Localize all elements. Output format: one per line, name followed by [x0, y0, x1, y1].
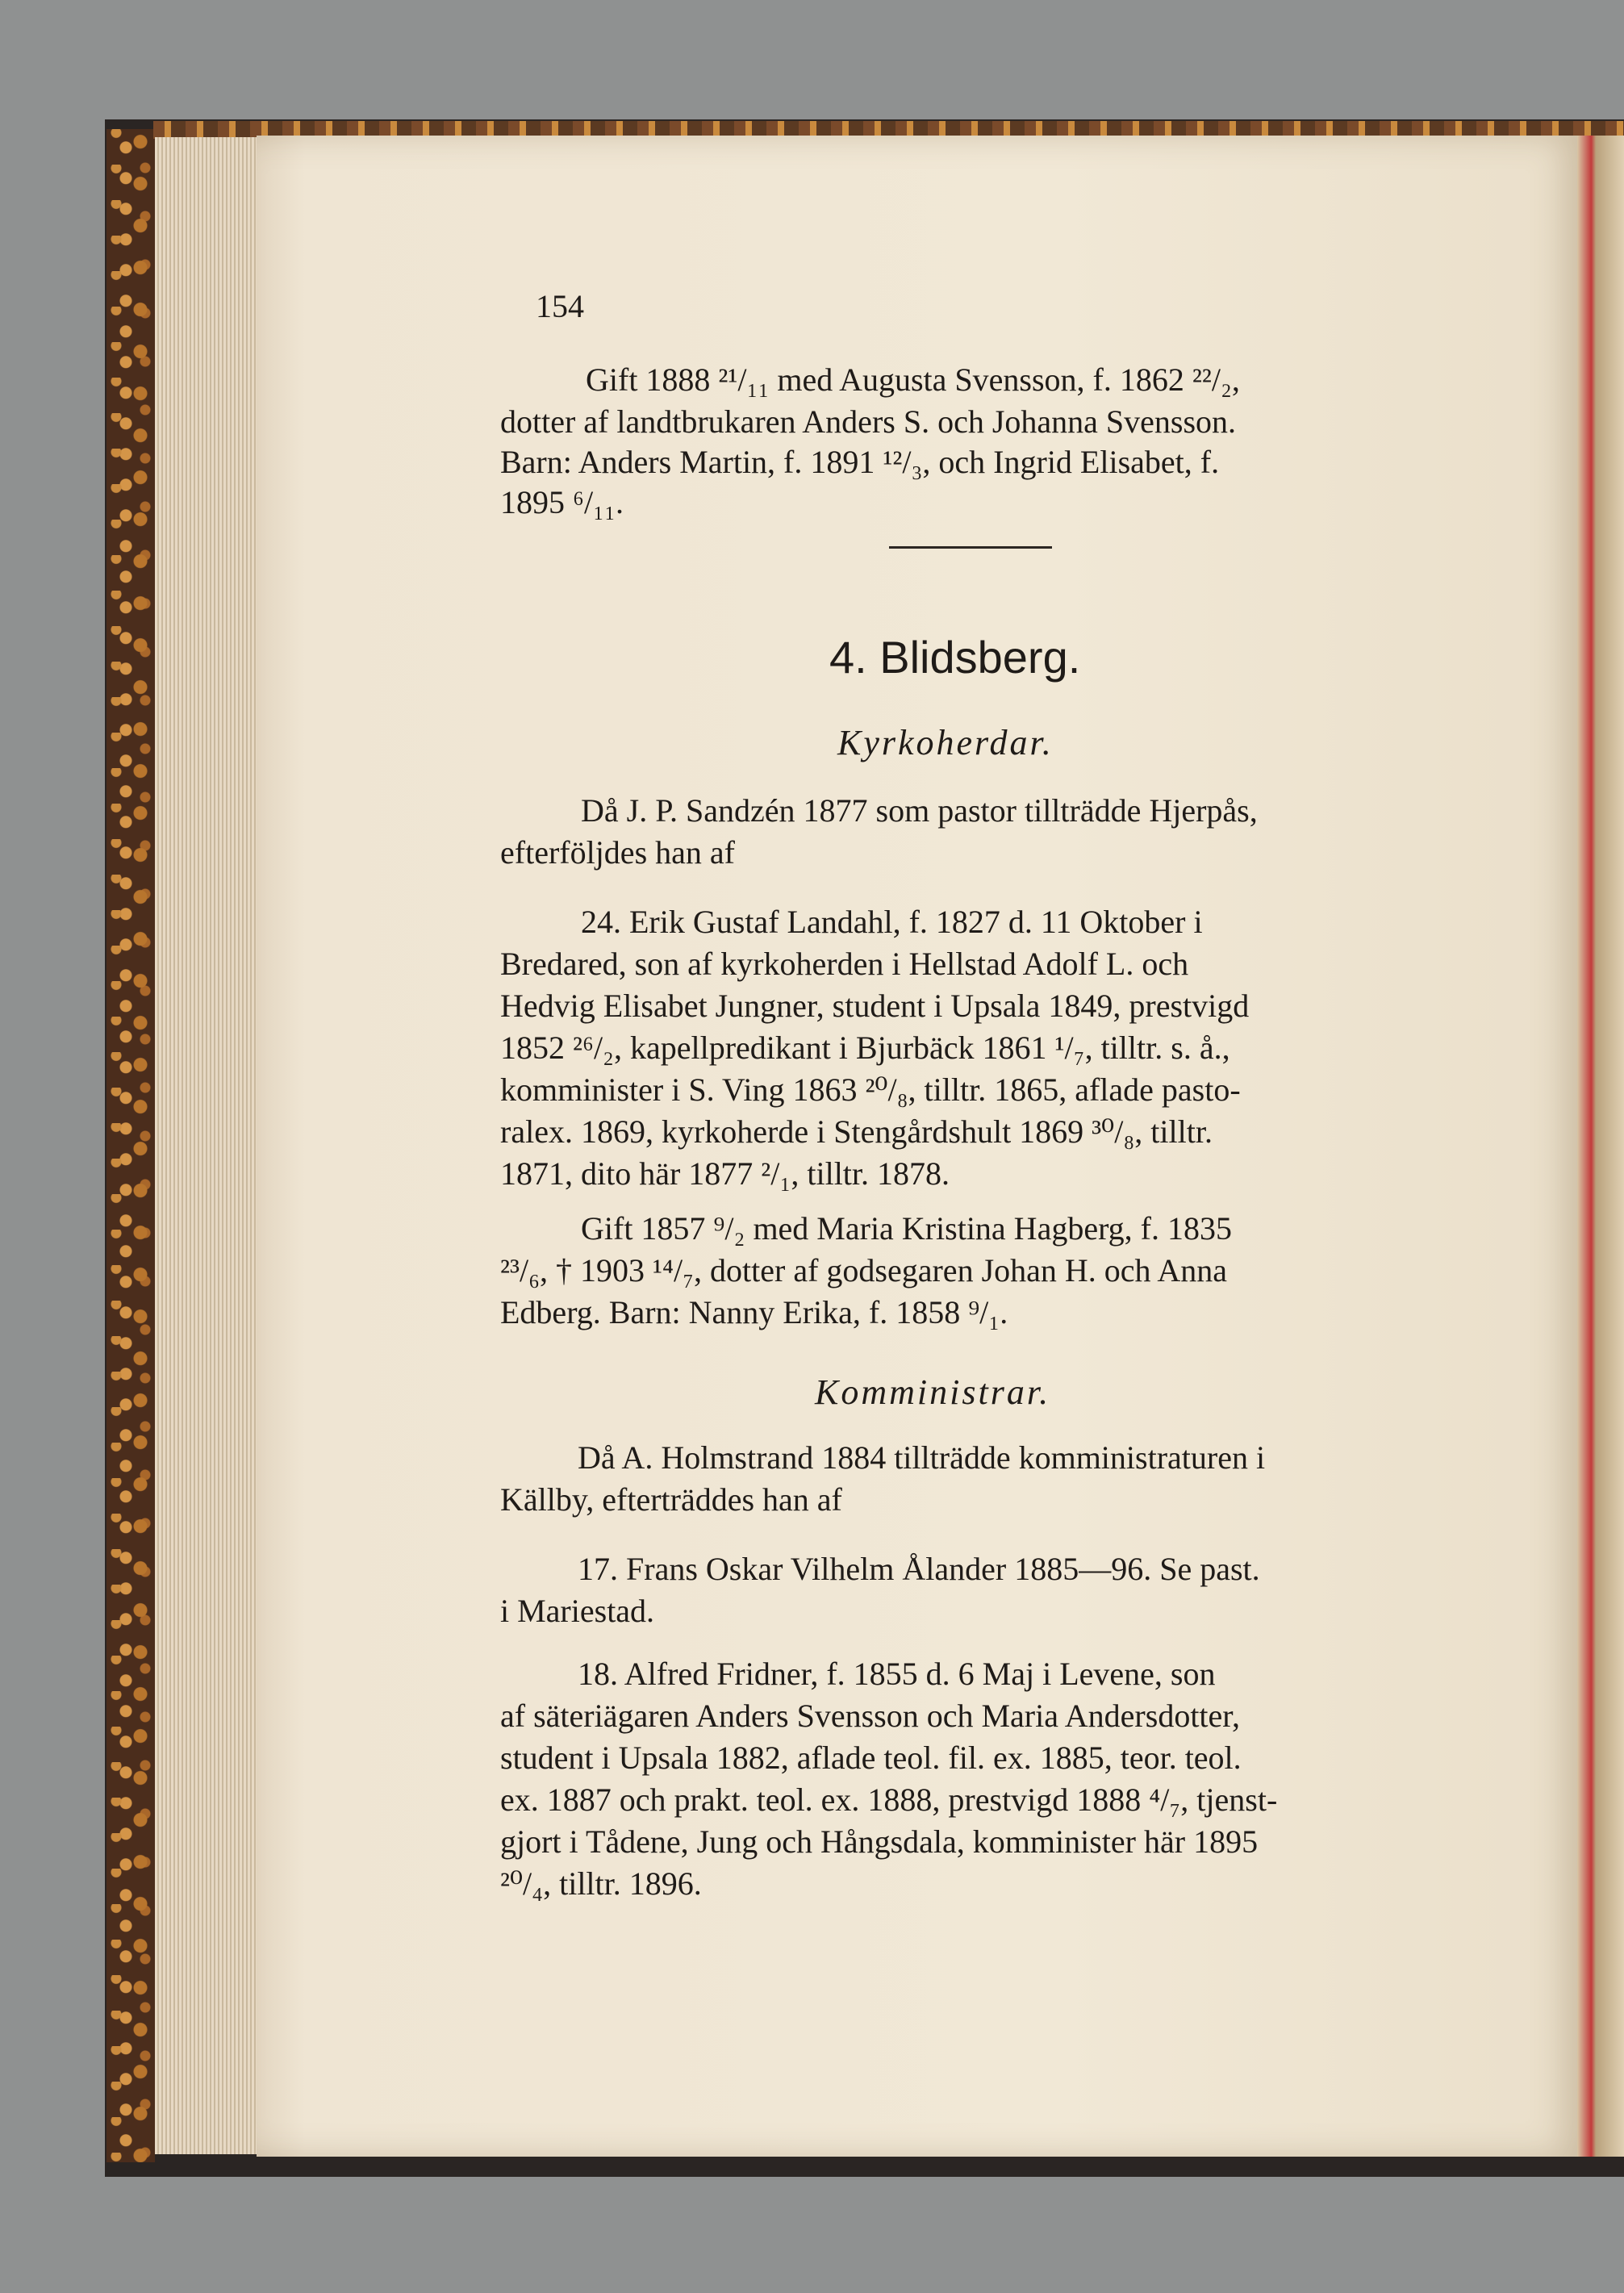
subheading-komministrar: Komministrar. — [815, 1372, 1051, 1412]
text-line: ²⁰/₄, tilltr. 1896. — [500, 1865, 702, 1902]
text-line: Barn: Anders Martin, f. 1891 ¹²/₃, och Ingrid Elisabet, f. — [500, 444, 1220, 480]
section-divider — [889, 546, 1052, 549]
text-line: 1871, dito här 1877 ²/₁, tilltr. 1878. — [500, 1155, 950, 1192]
text-line: gjort i Tådene, Jung och Hångsdala, komminister här 1895 — [500, 1823, 1259, 1860]
text-line: efterföljdes han af — [500, 834, 735, 871]
section-heading: 4. Blidsberg. — [829, 632, 1081, 683]
subheading-kyrkoherdar: Kyrkoherdar. — [837, 723, 1054, 762]
text-line: Hedvig Elisabet Jungner, student i Upsala 1849, prestvigd — [500, 988, 1250, 1024]
text-line: i Mariestad. — [500, 1593, 655, 1629]
page-number: 154 — [536, 288, 584, 324]
text-line: Bredared, son af kyrkoherden i Hellstad Adolf L. och — [500, 946, 1189, 982]
text-line: Gift 1857 ⁹/₂ med Maria Kristina Hagberg, f. 1835 — [581, 1210, 1232, 1247]
marbled-edge — [106, 129, 155, 2162]
text-line: 18. Alfred Fridner, f. 1855 d. 6 Maj i Levene, son — [578, 1656, 1216, 1692]
text-line: Då J. P. Sandzén 1877 som pastor tillträdde Hjerpås, — [581, 792, 1258, 829]
next-page-edge — [1577, 136, 1624, 2157]
text-line: student i Upsala 1882, aflade teol. fil. ex. 1885, teor. teol. — [500, 1740, 1242, 1776]
text-line: dotter af landtbrukaren Anders S. och Johanna Svensson. — [500, 403, 1237, 440]
text-line: af säteriägaren Anders Svensson och Maria Andersdotter, — [500, 1698, 1241, 1734]
text-line: Edberg. Barn: Nanny Erika, f. 1858 ⁹/₁. — [500, 1294, 1008, 1330]
text-line: ²³/₆, † 1903 ¹⁴/₇, dotter af godsegaren Johan H. och Anna — [500, 1252, 1227, 1289]
text-line: 17. Frans Oskar Vilhelm Ålander 1885—96. Se past. — [578, 1551, 1260, 1587]
text-line: komminister i S. Ving 1863 ²⁰/₈, tilltr. 1865, aflade pasto- — [500, 1071, 1241, 1108]
text-line: 24. Erik Gustaf Landahl, f. 1827 d. 11 Oktober i — [581, 904, 1203, 940]
text-line: 1895 ⁶/₁₁. — [500, 484, 624, 520]
page-stack — [155, 137, 260, 2154]
text-line: Då A. Holmstrand 1884 tillträdde komministraturen i — [578, 1439, 1266, 1476]
text-line: Gift 1888 ²¹/₁₁ med Augusta Svensson, f. 1862 ²²/₂, — [586, 361, 1240, 398]
text-line: ex. 1887 och prakt. teol. ex. 1888, prestvigd 1888 ⁴/₇, tjenst- — [500, 1781, 1278, 1818]
text-line: ralex. 1869, kyrkoherde i Stengårdshult 1869 ³⁰/₈, tilltr. — [500, 1113, 1213, 1150]
text-line: 1852 ²⁶/₂, kapellpredikant i Bjurbäck 1861 ¹/₇, tilltr. s. å., — [500, 1030, 1230, 1066]
text-line: Källby, efterträddes han af — [500, 1481, 842, 1518]
